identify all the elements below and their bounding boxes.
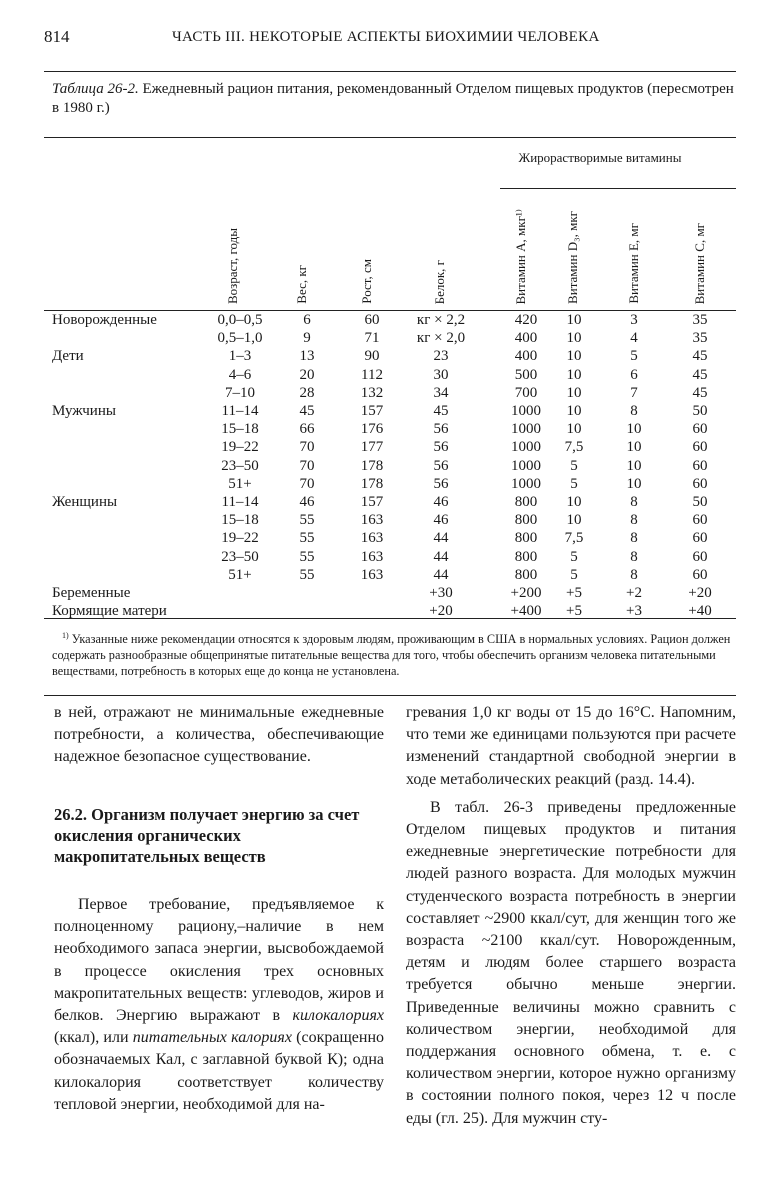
cell-weight: 55 xyxy=(299,530,315,547)
col-header-vitamin-a xyxy=(505,192,537,310)
cell-vitamin-c: 60 xyxy=(692,421,708,438)
cell-height: 163 xyxy=(360,530,384,547)
cell-vitamin-c: 50 xyxy=(692,403,708,419)
cell-vitamin-d3: 10 xyxy=(566,403,582,419)
cell-vitamin-a: 400 xyxy=(514,330,538,347)
cell-age: 51+ xyxy=(228,566,252,583)
table-bottom-rule xyxy=(44,618,736,619)
cell-protein: 46 xyxy=(433,512,449,529)
cell-protein: +20 xyxy=(429,603,453,620)
left-paragraph xyxy=(54,894,384,1116)
section-heading: 26.2. Организм получает энергию за счет окисления органических макропитательных веществ xyxy=(54,805,360,866)
cell-height: 71 xyxy=(364,330,380,347)
cell-vitamin-d3: +5 xyxy=(566,603,582,620)
cell-weight: 45 xyxy=(299,403,315,419)
cell-weight: 46 xyxy=(299,494,315,510)
cell-vitamin-a: +400 xyxy=(510,603,542,620)
col-header-height xyxy=(351,192,383,310)
group-header-fat-soluble: Жирорастворимые витамины xyxy=(518,150,682,165)
cell-vitamin-e: 5 xyxy=(630,348,638,365)
running-head: ЧАСТЬ III. НЕКОТОРЫЕ АСПЕКТЫ БИОХИМИИ ЧЕЛОВЕКА xyxy=(172,29,600,45)
cell-vitamin-c: 60 xyxy=(692,457,708,474)
cell-protein: 34 xyxy=(433,384,449,401)
cell-vitamin-c: 60 xyxy=(692,566,708,583)
cell-weight: 70 xyxy=(299,457,315,474)
caption-label: Таблица 26-2. xyxy=(52,81,139,97)
cell-vitamin-d3: 10 xyxy=(566,384,582,401)
cell-age: 23–50 xyxy=(221,548,259,565)
cell-vitamin-d3: 10 xyxy=(566,312,582,328)
right-paragraph-1: гревания 1,0 кг воды от 15 до 16°С. Напомним, что теми же единицами пользуются при расчете изменений стандартной свободной энергии в ходе метаболических реакций (разд. 14.4). xyxy=(406,704,736,788)
cell-vitamin-a: 1000 xyxy=(511,475,541,492)
cell-vitamin-e: 8 xyxy=(630,403,638,419)
cell-age: 19–22 xyxy=(221,439,259,456)
cell-vitamin-a: 1000 xyxy=(511,439,541,456)
cell-weight: 70 xyxy=(299,439,315,456)
right-paragraph-2: В табл. 26-3 приведены предложенные Отделом пищевых продуктов и питания ежедневные энергетические потребности для людей разного возраста. Для молодых мужчин студенческого возраста потребность в энергии составляет ~2900 ккал/сут, для женщин того же возраста ~2100 ккал/сут. Новорожденным, детям и людям более старшего возраста требуется обычно меньше энергии. Приведенные величины можно сравнить с количеством энергии, необходимой для поддержания основного обмена, т. е. с количеством энергии, которое нужно организму в состоянии полного покоя, через 12 ч после еды (гл. 25). Для мужчин сту- xyxy=(406,798,736,1127)
cell-vitamin-a: 1000 xyxy=(511,403,541,419)
col-header-height-label: Рост, см xyxy=(359,259,374,304)
cell-vitamin-e: 6 xyxy=(630,366,638,383)
cell-protein: 44 xyxy=(433,548,449,565)
row-group-label: Мужчины xyxy=(52,403,116,419)
cell-vitamin-a: 1000 xyxy=(511,421,541,438)
cell-vitamin-c: 50 xyxy=(692,494,708,510)
col-header-vitamin-c xyxy=(684,192,716,310)
cell-vitamin-e: +2 xyxy=(626,585,642,601)
col-header-weight-label: Вес, кг xyxy=(294,265,309,304)
cell-vitamin-d3: 10 xyxy=(566,348,582,365)
cell-height: 163 xyxy=(360,512,384,529)
cell-vitamin-a: 420 xyxy=(514,312,538,328)
footnote-rule xyxy=(44,695,736,696)
cell-vitamin-a: 700 xyxy=(514,384,538,401)
cell-height: 90 xyxy=(364,348,380,365)
cell-vitamin-a: 800 xyxy=(514,530,538,547)
cell-weight: 70 xyxy=(299,475,315,492)
col-header-vitamin-e xyxy=(618,192,650,310)
cell-vitamin-e: 8 xyxy=(630,566,638,583)
cell-vitamin-a: 800 xyxy=(514,512,538,529)
cell-vitamin-c: +20 xyxy=(688,585,712,601)
cell-weight: 55 xyxy=(299,512,315,529)
cell-age: 1–3 xyxy=(228,348,252,365)
cell-vitamin-e: 10 xyxy=(626,421,642,438)
table-header-rule xyxy=(44,310,736,311)
left-p1-part-a: Первое требование, предъявляемое к полноценному рациону,–наличие в нем необходимого запаса энергии, высвобождаемой в процессе окисления трех основных макропитательных веществ: углеводов, жиров и белков. Энергию выражают в xyxy=(54,896,384,1025)
left-column xyxy=(54,702,384,769)
cell-protein: 44 xyxy=(433,530,449,547)
cell-vitamin-c: 60 xyxy=(692,530,708,547)
cell-vitamin-d3: 5 xyxy=(570,457,578,474)
left-intro: в ней, отражают не минимальные ежедневные потребности, а количества, обеспечивающие надежное безопасное существование. xyxy=(54,704,384,766)
footnote-marker: 1) xyxy=(62,631,69,640)
cell-vitamin-d3: 5 xyxy=(570,566,578,583)
cell-protein: 45 xyxy=(433,403,449,419)
page-number: 814 xyxy=(44,27,70,46)
cell-height: 157 xyxy=(360,494,384,510)
cell-height: 176 xyxy=(360,421,384,438)
cell-vitamin-e: 10 xyxy=(626,475,642,492)
cell-vitamin-c: 45 xyxy=(692,384,708,401)
cell-protein: 44 xyxy=(433,566,449,583)
cell-vitamin-c: 60 xyxy=(692,548,708,565)
col-header-vitamin-c-label: Витамин С, мг xyxy=(692,222,707,304)
col-header-vitamin-d3 xyxy=(557,192,589,310)
cell-age: 0,0–0,5 xyxy=(217,312,263,328)
cell-vitamin-c: 35 xyxy=(692,312,708,328)
cell-protein: 23 xyxy=(433,348,449,365)
cell-vitamin-c: 45 xyxy=(692,366,708,383)
cell-vitamin-e: 8 xyxy=(630,494,638,510)
cell-vitamin-c: 35 xyxy=(692,330,708,347)
cell-height: 163 xyxy=(360,566,384,583)
cell-weight: 55 xyxy=(299,548,315,565)
cell-vitamin-a: 800 xyxy=(514,566,538,583)
cell-weight: 9 xyxy=(303,330,311,347)
term-kilocalories: килокалориях xyxy=(292,1007,384,1025)
col-header-vitamin-d3-label: Витамин D₃, мкг xyxy=(565,211,580,304)
cell-vitamin-e: 10 xyxy=(626,457,642,474)
left-column-body xyxy=(54,894,384,1116)
cell-vitamin-d3: 10 xyxy=(566,330,582,347)
cell-protein: 56 xyxy=(433,421,449,438)
cell-vitamin-a: 400 xyxy=(514,348,538,365)
cell-weight: 66 xyxy=(299,421,315,438)
cell-vitamin-d3: 7,5 xyxy=(564,530,584,547)
cell-protein: +30 xyxy=(429,585,453,601)
cell-vitamin-e: +3 xyxy=(626,603,642,620)
cell-vitamin-d3: +5 xyxy=(566,585,582,601)
cell-height: 163 xyxy=(360,548,384,565)
cell-protein: 56 xyxy=(433,457,449,474)
cell-age: 11–14 xyxy=(221,494,259,510)
cell-height: 178 xyxy=(360,457,384,474)
cell-age: 7–10 xyxy=(225,384,255,401)
cell-vitamin-c: 60 xyxy=(692,512,708,529)
cell-height: 112 xyxy=(361,366,383,383)
row-group-label: Кормящие матери xyxy=(52,603,167,620)
table-caption xyxy=(52,80,736,118)
cell-vitamin-a: 1000 xyxy=(511,457,541,474)
cell-vitamin-e: 3 xyxy=(630,312,638,328)
footnote-text: Указанные ниже рекомендации относятся к здоровым людям, проживающим в США в нормальных условиях. Рацион должен содержать разнообразные общепринятые питательные вещества для того, чтобы обеспечить организм человека питательными веществами, потребность в которых еще до конца не установлена. xyxy=(52,632,731,679)
cell-protein: кг × 2,2 xyxy=(416,312,466,328)
left-p1-part-c: (сокращенно обозначаемых Кал, с заглавной буквой К); одна килокалория соответствует количеству тепловой энергии, необходимой для на- xyxy=(54,1029,384,1113)
row-group-label: Дети xyxy=(52,348,84,365)
cell-weight: 28 xyxy=(299,384,315,401)
cell-vitamin-c: 60 xyxy=(692,475,708,492)
cell-vitamin-a: 500 xyxy=(514,366,538,383)
term-nutritional-calories: питательных калориях xyxy=(132,1029,292,1047)
cell-age: 15–18 xyxy=(221,421,259,438)
cell-age: 4–6 xyxy=(228,366,252,383)
cell-age: 23–50 xyxy=(221,457,259,474)
cell-vitamin-c: +40 xyxy=(688,603,712,620)
cell-protein: кг × 2,0 xyxy=(416,330,466,347)
cell-vitamin-e: 8 xyxy=(630,512,638,529)
table-footnote xyxy=(52,628,736,679)
col-header-protein xyxy=(424,192,456,310)
cell-vitamin-e: 10 xyxy=(626,439,642,456)
cell-height: 178 xyxy=(360,475,384,492)
cell-protein: 30 xyxy=(433,366,449,383)
cell-vitamin-e: 8 xyxy=(630,530,638,547)
cell-vitamin-d3: 10 xyxy=(566,421,582,438)
cell-height: 132 xyxy=(360,384,384,401)
cell-vitamin-d3: 10 xyxy=(566,494,582,510)
header-rule xyxy=(44,71,736,72)
cell-vitamin-a: +200 xyxy=(510,585,542,601)
col-header-age xyxy=(217,192,249,310)
col-header-weight xyxy=(286,192,318,310)
cell-protein: 56 xyxy=(433,475,449,492)
cell-height: 177 xyxy=(360,439,384,456)
row-group-label: Женщины xyxy=(52,494,118,510)
cell-vitamin-a: 800 xyxy=(514,548,538,565)
cell-vitamin-d3: 10 xyxy=(566,366,582,383)
caption-text: Ежедневный рацион питания, рекомендованный Отделом пищевых продуктов (пересмотрен в 1980 г.) xyxy=(52,81,734,116)
row-group-label: Беременные xyxy=(52,585,131,601)
cell-vitamin-e: 7 xyxy=(630,384,638,401)
cell-vitamin-d3: 5 xyxy=(570,548,578,565)
col-header-vitamin-e-label: Витамин Е, мг xyxy=(626,223,641,304)
table-top-rule xyxy=(44,137,736,138)
row-group-label: Новорожденные xyxy=(52,312,157,328)
cell-age: 0,5–1,0 xyxy=(217,330,263,347)
cell-weight: 20 xyxy=(299,366,315,383)
cell-protein: 56 xyxy=(433,439,449,456)
left-p1-part-b: (ккал), или xyxy=(54,1029,133,1047)
cell-vitamin-c: 45 xyxy=(692,348,708,365)
col-header-vitamin-a-label: Витамин А, мкг¹⁾ xyxy=(513,208,528,304)
cell-vitamin-a: 800 xyxy=(514,494,538,510)
cell-vitamin-c: 60 xyxy=(692,439,708,456)
cell-height: 60 xyxy=(364,312,380,328)
cell-weight: 13 xyxy=(299,348,315,365)
cell-height: 157 xyxy=(360,403,384,419)
cell-weight: 55 xyxy=(299,566,315,583)
col-header-protein-label: Белок, г xyxy=(432,259,447,304)
cell-vitamin-d3: 10 xyxy=(566,512,582,529)
cell-vitamin-d3: 5 xyxy=(570,475,578,492)
group-header-rule xyxy=(500,188,736,189)
cell-protein: 46 xyxy=(433,494,449,510)
cell-weight: 6 xyxy=(303,312,311,328)
cell-vitamin-e: 4 xyxy=(630,330,638,347)
cell-vitamin-d3: 7,5 xyxy=(564,439,584,456)
cell-age: 51+ xyxy=(228,475,252,492)
cell-age: 15–18 xyxy=(221,512,259,529)
cell-age: 19–22 xyxy=(221,530,259,547)
cell-vitamin-e: 8 xyxy=(630,548,638,565)
cell-age: 11–14 xyxy=(221,403,259,419)
col-header-age-label: Возраст, годы xyxy=(225,227,240,304)
right-column xyxy=(406,702,736,1130)
